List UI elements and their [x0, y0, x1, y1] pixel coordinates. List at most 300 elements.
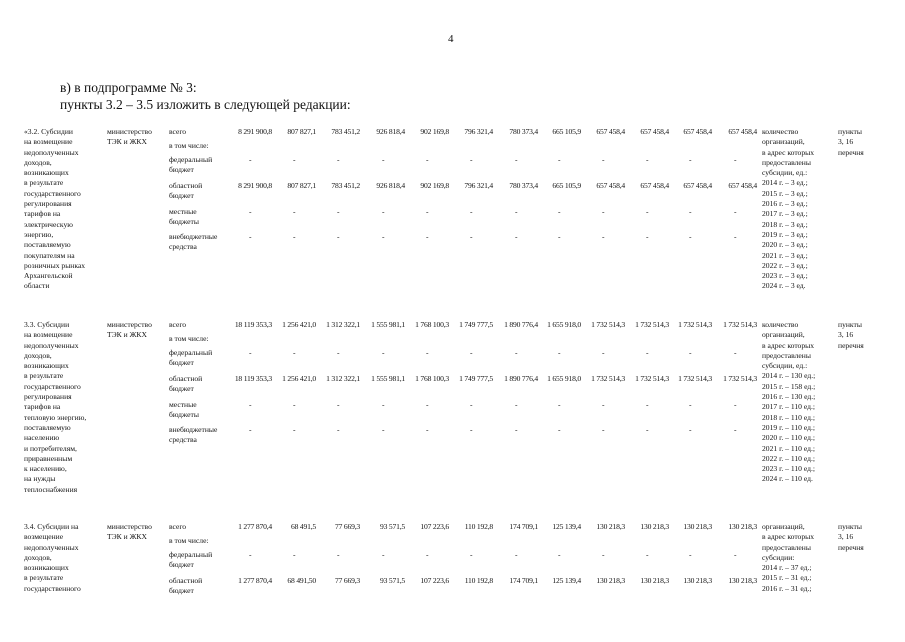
measure-name-line: 3.4. Субсидии на: [24, 522, 79, 531]
indicator-line: организаций,: [762, 522, 805, 531]
funding-source: [169, 232, 235, 253]
measure-name-line: 3.3. Субсидии: [24, 320, 70, 329]
funding-amount: -: [293, 400, 296, 409]
funding-amount: 902 169,8: [420, 127, 449, 136]
funding-amount: 665 105,9: [552, 181, 581, 190]
funding-amount: 107 223,6: [420, 522, 449, 531]
funding-amount: -: [646, 425, 649, 434]
measure-name-line: возникающих: [24, 361, 69, 371]
funding-amount: 125 139,4: [552, 576, 581, 585]
reference-line: 3, 16: [838, 137, 854, 147]
funding-amount: -: [337, 155, 340, 164]
funding-amount: 130 218,3: [596, 522, 625, 531]
indicator: [762, 522, 834, 594]
funding-amount: -: [382, 400, 385, 409]
measure-name-line: возникающих: [24, 563, 69, 573]
measure-name-line: на нужды: [24, 474, 56, 484]
funding-amount: -: [602, 425, 605, 434]
funding-amount: -: [602, 232, 605, 241]
funding-amount: 657 458,4: [640, 127, 669, 136]
measure-name-line: «3.2. Субсидии: [24, 127, 73, 136]
measure-name-line: возникающих: [24, 168, 69, 178]
table-row: [0, 127, 905, 312]
funding-amount: 1 732 514,3: [635, 320, 669, 329]
indicator-line: 2023 г. – 110 ед.;: [762, 464, 815, 474]
funding-source-line: средства: [169, 435, 197, 445]
funding-amount: 657 458,4: [683, 181, 712, 190]
funding-amount: 1 312 322,1: [326, 320, 360, 329]
funding-amount: 93 571,5: [380, 522, 405, 531]
funding-amount: 796 321,4: [464, 181, 493, 190]
funding-amount: -: [646, 550, 649, 559]
funding-amount: 1 732 514,3: [591, 320, 625, 329]
funding-amount: -: [515, 207, 518, 216]
indicator-line: 2020 г. – 3 ед.;: [762, 240, 808, 250]
funding-amount: -: [515, 550, 518, 559]
funding-amount: -: [689, 400, 692, 409]
indicator-line: в адрес которых: [762, 340, 815, 350]
funding-amount: -: [337, 400, 340, 409]
indicator-line: 2014 г. – 130 ед.;: [762, 371, 816, 381]
funding-source: [169, 400, 235, 421]
funding-source-line: областной: [169, 374, 203, 383]
executor-line: министерство: [107, 127, 152, 136]
measure-name-line: электрическую: [24, 219, 73, 229]
funding-amount: 130 218,3: [728, 522, 757, 531]
indicator-line: организаций,: [762, 330, 805, 340]
funding-source: [169, 550, 235, 571]
funding-amount: 780 373,4: [509, 127, 538, 136]
funding-amount: -: [734, 348, 737, 357]
funding-amount: -: [249, 400, 252, 409]
indicator-line: 2015 г. – 31 ед.;: [762, 573, 812, 583]
funding-amount: -: [602, 348, 605, 357]
executor-line: ТЭК и ЖКХ: [107, 532, 147, 542]
funding-amount: -: [249, 207, 252, 216]
funding-amount: -: [293, 348, 296, 357]
reference-line: 3, 16: [838, 532, 854, 542]
funding-source-line: бюджет: [169, 384, 194, 394]
funding-amount: -: [646, 232, 649, 241]
executor-line: министерство: [107, 320, 152, 329]
funding-source: [169, 334, 235, 344]
funding-amount: -: [249, 550, 252, 559]
indicator-line: 2016 г. – 130 ед.;: [762, 392, 816, 402]
funding-amount: 1 890 776,4: [504, 374, 538, 383]
funding-amount: -: [249, 348, 252, 357]
measure-name-line: и потребителям,: [24, 443, 77, 453]
indicator-line: 2018 г. – 110 ед.;: [762, 412, 815, 422]
indicator-line: 2016 г. – 3 ед.;: [762, 199, 808, 209]
funding-amount: 1 732 514,3: [723, 320, 757, 329]
funding-amount: 1 256 421,0: [282, 320, 316, 329]
funding-amount: -: [249, 232, 252, 241]
funding-amount: -: [515, 155, 518, 164]
funding-amount: 1 655 918,0: [547, 320, 581, 329]
funding-amount: 657 458,4: [596, 181, 625, 190]
measure-name: [24, 320, 104, 495]
measure-name: [24, 522, 104, 594]
measure-name-line: в результате: [24, 178, 64, 188]
measure-name-line: Архангельской: [24, 271, 73, 281]
funding-amount: -: [337, 207, 340, 216]
funding-amount: -: [734, 155, 737, 164]
funding-amount: 174 709,1: [509, 522, 538, 531]
measure-name-line: теплоснабжения: [24, 484, 78, 494]
funding-amount: 657 458,4: [728, 181, 757, 190]
measure-name-line: регулирования: [24, 392, 72, 402]
measure-name-line: доходов,: [24, 350, 52, 360]
funding-source: [169, 141, 235, 151]
funding-amount: 107 223,6: [420, 576, 449, 585]
funding-amount: -: [734, 400, 737, 409]
funding-source: [169, 155, 235, 176]
funding-amount: 18 119 353,3: [234, 374, 272, 383]
funding-amount: -: [426, 155, 429, 164]
indicator-line: субсидии:: [762, 552, 795, 562]
funding-amount: 1 732 514,3: [723, 374, 757, 383]
funding-amount: 1 555 981,1: [371, 374, 405, 383]
funding-amount: 8 291 900,8: [238, 181, 272, 190]
funding-amount: -: [689, 348, 692, 357]
funding-amount: -: [470, 207, 473, 216]
funding-amount: 902 169,8: [420, 181, 449, 190]
funding-amount: 110 192,8: [464, 576, 493, 585]
funding-amount: 665 105,9: [552, 127, 581, 136]
indicator-line: 2015 г. – 3 ед.;: [762, 188, 808, 198]
funding-amount: -: [426, 425, 429, 434]
funding-amount: 1 256 421,0: [282, 374, 316, 383]
funding-source: [169, 536, 235, 546]
indicator-line: 2019 г. – 3 ед.;: [762, 229, 808, 239]
funding-source-line: средства: [169, 242, 197, 252]
funding-amount: 130 218,3: [596, 576, 625, 585]
funding-amount: 657 458,4: [640, 181, 669, 190]
indicator-line: 2022 г. – 110 ед.;: [762, 453, 815, 463]
funding-amount: -: [515, 425, 518, 434]
funding-source-line: внебюджетные: [169, 425, 218, 434]
measure-name-line: государственного: [24, 583, 81, 593]
funding-source-line: всего: [169, 127, 187, 136]
intro-line-1: в) в подпрограмме № 3:: [60, 80, 197, 95]
measure-name-line: поставляемую: [24, 422, 71, 432]
funding-amount: 807 827,1: [287, 181, 316, 190]
executor-line: министерство: [107, 522, 152, 531]
funding-amount: -: [382, 348, 385, 357]
funding-source-line: бюджет: [169, 560, 194, 570]
funding-amount: -: [293, 550, 296, 559]
indicator-line: 2021 г. – 3 ед.;: [762, 250, 808, 260]
funding-source-line: внебюджетные: [169, 232, 218, 241]
measure-name-line: на возмещение: [24, 330, 73, 340]
measure-name-line: поставляемую: [24, 240, 71, 250]
funding-amount: -: [293, 232, 296, 241]
indicator-line: 2024 г. – 110 ед.: [762, 474, 813, 484]
funding-amount: -: [558, 207, 561, 216]
funding-source-line: всего: [169, 320, 187, 329]
reference: [838, 320, 886, 351]
funding-amount: -: [337, 550, 340, 559]
funding-amount: 780 373,4: [509, 181, 538, 190]
indicator-line: предоставлены: [762, 542, 811, 552]
funding-source-line: в том числе:: [169, 334, 209, 343]
indicator-line: 2024 г. – 3 ед.: [762, 281, 806, 291]
funding-amount: -: [382, 207, 385, 216]
funding-amount: 1 312 322,1: [326, 374, 360, 383]
indicator-line: 2018 г. – 3 ед.;: [762, 219, 808, 229]
indicator: [762, 320, 834, 485]
funding-amount: -: [426, 348, 429, 357]
measure-name-line: тепловую энергию,: [24, 412, 87, 422]
funding-amount: -: [689, 550, 692, 559]
funding-amount: -: [293, 425, 296, 434]
indicator: [762, 127, 834, 292]
funding-amount: -: [470, 550, 473, 559]
funding-amount: 8 291 900,8: [238, 127, 272, 136]
table-row: [0, 522, 905, 642]
indicator-line: 2023 г. – 3 ед.;: [762, 271, 808, 281]
funding-amount: -: [646, 400, 649, 409]
funding-amount: -: [689, 232, 692, 241]
measure-name-line: области: [24, 281, 50, 291]
indicator-line: 2021 г. – 110 ед.;: [762, 443, 815, 453]
funding-amount: -: [426, 550, 429, 559]
funding-source-line: местные: [169, 207, 197, 216]
funding-amount: -: [602, 400, 605, 409]
executor: [107, 522, 167, 543]
funding-amount: -: [470, 155, 473, 164]
executor: [107, 320, 167, 341]
measure-name-line: к населению,: [24, 464, 67, 474]
measure-name-line: населению: [24, 433, 60, 443]
funding-amount: -: [382, 155, 385, 164]
measure-name-line: недополученных: [24, 147, 79, 157]
funding-source: [169, 207, 235, 228]
funding-amount: -: [382, 232, 385, 241]
indicator-line: 2014 г. – 37 ед.;: [762, 563, 812, 573]
funding-amount: -: [734, 550, 737, 559]
funding-amount: -: [426, 232, 429, 241]
reference: [838, 127, 886, 158]
measure-name-line: энергию,: [24, 229, 54, 239]
reference: [838, 522, 886, 553]
executor: [107, 127, 167, 148]
funding-amount: 1 749 777,5: [459, 374, 493, 383]
funding-amount: 130 218,3: [683, 522, 712, 531]
funding-amount: -: [515, 400, 518, 409]
funding-amount: 1 732 514,3: [591, 374, 625, 383]
indicator-line: организаций,: [762, 137, 805, 147]
measure-name-line: доходов,: [24, 552, 52, 562]
funding-amount: 1 890 776,4: [504, 320, 538, 329]
indicator-line: 2016 г. – 31 ед.;: [762, 583, 812, 593]
funding-source-line: в том числе:: [169, 141, 209, 150]
funding-source-line: областной: [169, 576, 203, 585]
funding-source-line: федеральный: [169, 348, 213, 357]
funding-amount: 1 768 100,3: [415, 374, 449, 383]
funding-amount: -: [646, 155, 649, 164]
funding-source-line: всего: [169, 522, 187, 531]
funding-amount: -: [689, 155, 692, 164]
funding-amount: -: [470, 400, 473, 409]
funding-amount: -: [558, 155, 561, 164]
funding-amount: -: [689, 207, 692, 216]
funding-source-line: бюджеты: [169, 410, 199, 420]
measure-name-line: недополученных: [24, 340, 79, 350]
funding-amount: 18 119 353,3: [234, 320, 272, 329]
indicator-line: 2017 г. – 110 ед.;: [762, 402, 815, 412]
funding-amount: 1 749 777,5: [459, 320, 493, 329]
funding-amount: 926 818,4: [376, 181, 405, 190]
funding-amount: 77 669,3: [335, 576, 360, 585]
reference-line: перечня: [838, 542, 864, 552]
reference-line: перечня: [838, 340, 864, 350]
funding-amount: 1 277 870,4: [238, 522, 272, 531]
funding-amount: -: [426, 400, 429, 409]
indicator-line: количество: [762, 320, 799, 329]
measure-name-line: покупателям на: [24, 250, 75, 260]
funding-source-line: бюджет: [169, 191, 194, 201]
funding-source-line: бюджет: [169, 586, 194, 596]
funding-amount: 1 732 514,3: [678, 374, 712, 383]
measure-name-line: государственного: [24, 381, 81, 391]
funding-amount: 657 458,4: [728, 127, 757, 136]
funding-amount: -: [337, 348, 340, 357]
funding-source: [169, 348, 235, 369]
indicator-line: в адрес которых: [762, 532, 815, 542]
funding-amount: 657 458,4: [683, 127, 712, 136]
intro-paragraph: [60, 79, 351, 113]
funding-amount: 130 218,3: [683, 576, 712, 585]
funding-source-line: областной: [169, 181, 203, 190]
funding-amount: 130 218,3: [640, 576, 669, 585]
funding-amount: 1 732 514,3: [635, 374, 669, 383]
funding-amount: 130 218,3: [640, 522, 669, 531]
indicator-line: 2022 г. – 3 ед.;: [762, 260, 808, 270]
funding-amount: -: [646, 348, 649, 357]
indicator-line: предоставлены: [762, 350, 811, 360]
intro-line-2: пункты 3.2 – 3.5 изложить в следующей редакции:: [60, 97, 351, 112]
funding-amount: -: [382, 425, 385, 434]
measure-name-line: тарифов на: [24, 402, 61, 412]
funding-amount: -: [293, 155, 296, 164]
funding-amount: -: [558, 550, 561, 559]
measure-name-line: в результате: [24, 371, 64, 381]
funding-source-line: бюджет: [169, 358, 194, 368]
funding-amount: 796 321,4: [464, 127, 493, 136]
funding-amount: -: [602, 207, 605, 216]
indicator-line: 2015 г. – 158 ед.;: [762, 381, 816, 391]
reference-line: пункты: [838, 522, 862, 531]
funding-amount: -: [734, 207, 737, 216]
funding-source-line: федеральный: [169, 550, 213, 559]
indicator-line: количество: [762, 127, 799, 136]
funding-amount: -: [734, 232, 737, 241]
funding-amount: -: [558, 425, 561, 434]
funding-amount: 1 732 514,3: [678, 320, 712, 329]
measure-name-line: тарифов на: [24, 209, 61, 219]
funding-amount: 926 818,4: [376, 127, 405, 136]
funding-amount: -: [426, 207, 429, 216]
indicator-line: 2017 г. – 3 ед.;: [762, 209, 808, 219]
funding-source-line: в том числе:: [169, 536, 209, 545]
funding-amount: 1 555 981,1: [371, 320, 405, 329]
funding-amount: 68 491,50: [287, 576, 316, 585]
funding-amount: 1 277 870,4: [238, 576, 272, 585]
funding-source-line: бюджеты: [169, 217, 199, 227]
indicator-line: субсидии, ед.:: [762, 361, 808, 371]
funding-amount: -: [249, 425, 252, 434]
funding-amount: -: [602, 155, 605, 164]
indicator-line: предоставлены: [762, 157, 811, 167]
executor-line: ТЭК и ЖКХ: [107, 137, 147, 147]
funding-source-line: бюджет: [169, 165, 194, 175]
funding-amount: -: [602, 550, 605, 559]
indicator-line: 2019 г. – 110 ед.;: [762, 422, 815, 432]
funding-amount: -: [293, 207, 296, 216]
reference-line: пункты: [838, 127, 862, 136]
measure-name: [24, 127, 104, 292]
measure-name-line: недополученных: [24, 542, 79, 552]
table-row: [0, 320, 905, 505]
indicator-line: субсидии, ед.:: [762, 168, 808, 178]
funding-amount: 807 827,1: [287, 127, 316, 136]
indicator-line: 2014 г. – 3 ед.;: [762, 178, 808, 188]
funding-amount: 130 218,3: [728, 576, 757, 585]
funding-amount: 1 768 100,3: [415, 320, 449, 329]
funding-amount: 110 192,8: [464, 522, 493, 531]
funding-amount: 174 709,1: [509, 576, 538, 585]
funding-source-line: местные: [169, 400, 197, 409]
page-number: 4: [448, 33, 454, 45]
funding-amount: 125 139,4: [552, 522, 581, 531]
funding-amount: -: [558, 400, 561, 409]
reference-line: 3, 16: [838, 330, 854, 340]
funding-amount: -: [734, 425, 737, 434]
funding-amount: -: [249, 155, 252, 164]
funding-amount: -: [515, 232, 518, 241]
funding-amount: -: [382, 550, 385, 559]
measure-name-line: на возмещение: [24, 137, 73, 147]
funding-amount: 783 451,2: [331, 127, 360, 136]
funding-amount: -: [689, 425, 692, 434]
indicator-line: в адрес которых: [762, 147, 815, 157]
funding-amount: 783 451,2: [331, 181, 360, 190]
funding-amount: 77 669,3: [335, 522, 360, 531]
measure-name-line: приравненным: [24, 453, 73, 463]
reference-line: пункты: [838, 320, 862, 329]
funding-amount: -: [470, 425, 473, 434]
funding-amount: 1 655 918,0: [547, 374, 581, 383]
measure-name-line: государственного: [24, 188, 81, 198]
funding-amount: -: [558, 232, 561, 241]
measure-name-line: возмещение: [24, 532, 64, 542]
funding-amount: -: [337, 232, 340, 241]
reference-line: перечня: [838, 147, 864, 157]
funding-amount: 93 571,5: [380, 576, 405, 585]
funding-amount: -: [515, 348, 518, 357]
funding-amount: 657 458,4: [596, 127, 625, 136]
funding-amount: 68 491,5: [291, 522, 316, 531]
executor-line: ТЭК и ЖКХ: [107, 330, 147, 340]
measure-name-line: розничных рынках: [24, 260, 86, 270]
funding-source-line: федеральный: [169, 155, 213, 164]
funding-amount: -: [470, 348, 473, 357]
measure-name-line: в результате: [24, 573, 64, 583]
funding-source: [169, 425, 235, 446]
funding-amount: -: [337, 425, 340, 434]
funding-amount: -: [646, 207, 649, 216]
